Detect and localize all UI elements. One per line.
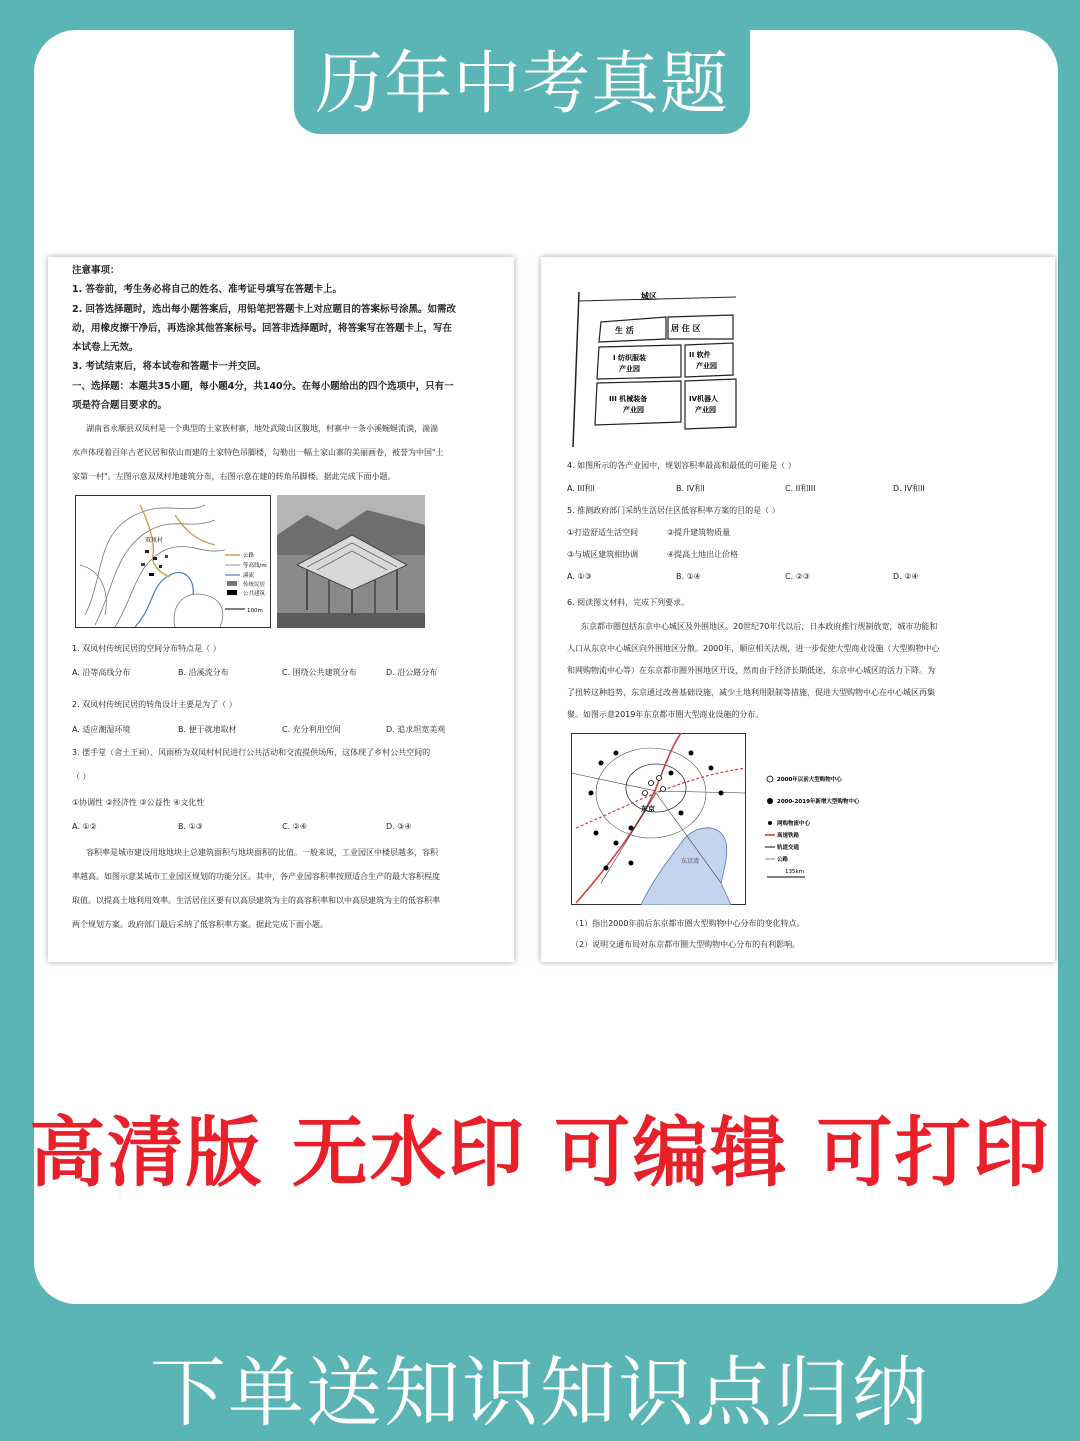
tokyo-paragraph: 东京都市圈包括东京中心城区及外围地区。20世纪70年代以后，日本政府推行规制放宽，城市功能和 (581, 622, 938, 631)
legend-public-building: 公共建筑 (243, 591, 266, 597)
diagram-zone-3b: 产业园 (623, 406, 644, 414)
village-contour-map (75, 495, 271, 628)
q2-option-a: A. 适应潮湿环境 (72, 725, 131, 734)
notice-item-3: 3. 考试结束后，将本试卷和答题卡一并交回。 (72, 361, 267, 372)
question-3-blank: （ ） (72, 772, 91, 781)
slogan-text: 高清版 无水印 可编辑 可打印 (29, 1108, 1051, 1197)
tokyo-map-legend (765, 771, 875, 883)
q5-item-4: ④提高土地出让价格 (667, 550, 739, 559)
section-heading-line-2: 项是符合题目要求的。 (72, 400, 168, 411)
legend-highway: 公路 (777, 857, 789, 863)
map-place-label: 双凤村 (145, 537, 164, 544)
diagram-zone-1b: 产业园 (619, 365, 640, 373)
tokyo-paragraph-line-5: 聚。如图示意2019年东京都市圈大型商业设施的分布。 (567, 710, 764, 719)
q1-option-c: C. 围绕公共建筑分布 (282, 668, 357, 677)
q2-option-b: B. 便于就地取材 (178, 725, 237, 734)
diagram-zone-4b: 产业园 (695, 406, 716, 414)
legend-new-mall: 2000-2019年新增大型购物中心 (777, 799, 860, 805)
diagram-zone-1: I 纺织服装 (613, 354, 647, 362)
question-5: 5. 推测政府部门采纳生活居住区低容积率方案的目的是（ ） (567, 506, 780, 515)
notice-title: 注意事项： (72, 265, 120, 276)
q2-option-d: D. 追求坦宽美观 (386, 725, 446, 734)
page-title: 历年中考真题 (314, 44, 729, 124)
diagram-zone-2b: 产业园 (696, 362, 717, 370)
q1-option-a: A. 沿等高线分布 (72, 668, 131, 677)
q3-items: ①协调性 ②经济性 ③公益性 ④文化性 (72, 798, 205, 807)
legend-dwelling: 传统民居 (243, 582, 266, 588)
notice-item-1: 1. 答卷前，考生务必将自己的姓名、准考证号填写在答题卡上。 (72, 284, 343, 295)
legend-contour: 等高线/m (243, 563, 267, 569)
map-city-label: 东京 (641, 805, 655, 813)
diagram-zone-2: II 软件 (689, 351, 711, 359)
notice-item-2: 2. 回答选择题时，选出每小题答案后，用铅笔把答题卡上对应题目的答案标号涂黑。如需改 (72, 304, 457, 315)
diagram-zone-3: III 机械装备 (609, 395, 648, 403)
notice-item-2-line-3: 本试卷上无效。 (72, 342, 139, 353)
q3-option-c: C. ②④ (282, 822, 308, 831)
legend-rail: 轨道交通 (777, 845, 800, 851)
tokyo-paragraph-line-2: 人口从东京中心城区向外围地区分散。2000年，顺应相关法规，进一步促使大型商业设施（大型购物中心 (567, 644, 940, 653)
diagram-top-label: 城区 (641, 292, 657, 301)
legend-old-mall: 2000年以前大型购物中心 (777, 777, 842, 783)
q3-option-a: A. ①② (72, 822, 97, 831)
intro-paragraph-line-3: 家第一村"。左图示意双凤村地建筑分布，右图示意在建的转角吊脚楼。据此完成下面小题。 (72, 472, 396, 481)
section-heading: 一、选择题：本题共35小题，每小题4分，共140分。在每小题给出的四个选项中，只有一 (72, 381, 454, 392)
question-4: 4. 如图所示的各产业园中，规划容积率最高和最低的可能是（ ） (567, 461, 796, 470)
q2-option-c: C. 充分利用空间 (282, 725, 341, 734)
q5-option-c: C. ②③ (785, 572, 811, 581)
q1-option-d: D. 沿公路分布 (386, 668, 438, 677)
floor-area-paragraph-line-4: 两个规划方案。政府部门最后采纳了低容积率方案。据此完成下面小题。 (72, 920, 328, 929)
sub-question-2: （2）说明交通布局对东京都市圈大型购物中心分布的有利影响。 (571, 940, 801, 949)
q5-item-3: ③与城区建筑相协调 (567, 550, 639, 559)
footer-text: 下单送知识知识点归纳 (150, 1348, 930, 1437)
diagram-zone-4: IV机器人 (689, 395, 719, 403)
q3-option-b: B. ①③ (178, 822, 203, 831)
q4-option-b: B. IV和I (676, 484, 705, 493)
floor-area-paragraph-line-3: 取值。以提高土地利用效率。生活居住区要有以高层建筑为主的高容积率和以中高层建筑为主的低容积率 (72, 896, 440, 905)
map-bay-label: 东京湾 (681, 858, 700, 865)
notice-item-2-line-2: 动，用橡皮擦干净后，再选涂其他答案标号。回答非选择题时，将答案写在答题卡上，写在 (72, 323, 453, 334)
tokyo-map-scale: 135km (785, 869, 805, 875)
q1-option-b: B. 沿溪流分布 (178, 668, 229, 677)
legend-road: 公路 (243, 553, 255, 559)
legend-stream: 溪流 (243, 573, 255, 579)
q5-option-a: A. ①③ (567, 572, 592, 581)
floor-area-paragraph-line-2: 率越高。如图示意某城市工业园区规划的功能分区。其中，各产业园容积率按照适合生产的最大容积程度 (72, 872, 440, 881)
question-3: 3. 摆手堂（舍土王祠）、风雨桥为双凤村村民进行公共活动和交流提供场所，这体现了乡村公共空间的 (72, 748, 431, 757)
exam-page-right (541, 257, 1055, 962)
question-6: 6. 阅读图文材料，完成下列要求。 (567, 598, 690, 607)
q5-item-2: ②提升建筑物质量 (667, 528, 731, 537)
q3-option-d: D. ③④ (386, 822, 412, 831)
map-scale-label: 100m (247, 608, 263, 614)
q5-item-1: ①打造舒适生活空间 (567, 528, 639, 537)
exam-page-left (48, 257, 514, 962)
tokyo-paragraph-line-3: 和网购物流中心等）在东京都市圈外围地区开设，然而由于经济长期低迷，东京中心城区的活力下降。为 (567, 666, 935, 675)
question-2: 2. 双凤村传统民居的转角设计主要是为了（ ） (72, 700, 237, 709)
intro-paragraph-line-2: 水声体现着百年古老民居和依山而建的土家特色吊脚楼，勾勒出一幅土家山寨的美丽画卷，被誉为中国"土 (72, 448, 444, 457)
diagram-living-label: 生 活 (615, 326, 634, 335)
legend-logistics: 网购物流中心 (777, 821, 811, 827)
intro-paragraph: 湖南省永顺县双凤村是一个典型的土家族村寨，地处武陵山区腹地，村寨中一条小溪蜿蜒流淌，湍湍 (86, 424, 438, 433)
tokyo-metro-map (571, 733, 746, 905)
floor-area-paragraph: 容积率是城市建设用地地块上总建筑面积与地块面积的比值。一般来说，工业园区中楼层越多，容积 (86, 848, 438, 857)
question-1: 1. 双凤村传统民居的空间分布特点是（ ） (72, 644, 221, 653)
q4-option-c: C. II和III (785, 484, 816, 493)
sub-question-1: （1）指出2000年前后东京都市圈大型购物中心分布的变化特点。 (571, 919, 805, 928)
legend-high-speed-rail: 高速铁路 (777, 833, 800, 839)
q5-option-d: D. ②④ (893, 572, 919, 581)
industrial-park-diagram (571, 287, 746, 447)
stilt-house-photo (277, 495, 425, 628)
q5-option-b: B. ①④ (676, 572, 701, 581)
diagram-living-label-2: 居 住 区 (671, 324, 701, 333)
title-banner (294, 22, 750, 134)
tokyo-paragraph-line-4: 了扭转这种趋势，东京通过改善基础设施，减少土地利用限制等措施，促进大型购物中心在中心城区再集 (567, 688, 935, 697)
q4-option-a: A. III和I (567, 484, 595, 493)
q4-option-d: D. IV和II (893, 484, 925, 493)
